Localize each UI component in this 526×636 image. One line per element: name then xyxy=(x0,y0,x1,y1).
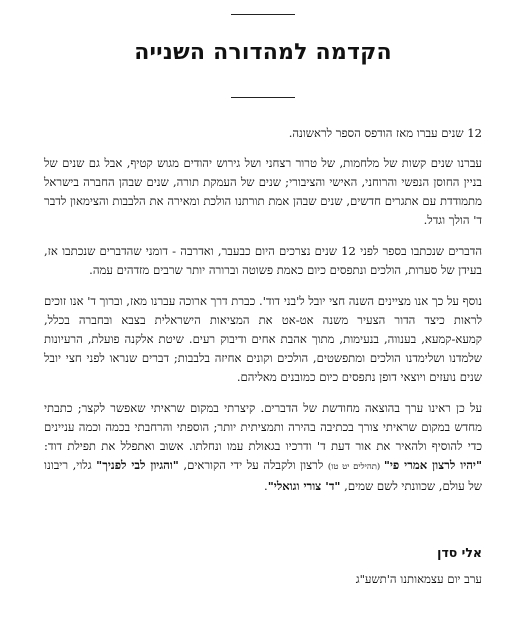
paragraph-3: הדברים שנכתבו בספר לפני 12 שנים נצרכים היום כבעבר, ואדרבה - דומני שהדברים שנכתבו אז, בעידן של סערות, הולכים ונתפסים כיום כאמת פשוטה וברורה יותר שרבים מזדהים עמה. xyxy=(44,244,482,277)
quote-2: "והגיון לבי לפניך" xyxy=(96,458,179,472)
top-divider xyxy=(231,14,295,15)
paragraph-5 xyxy=(44,399,482,496)
paragraph-5-text-a: על כן ראינו ערך בהוצאה מחודשת של הדברים. קיצרתי במקום שראיתי שאפשר לקצר; כתבתי מחדש במקום שראיתי צורך בכתיבה בהירה ותמציתית יותר; הוספתי והרחבתי בכמה וכמה עניינים כדי להוסיף ולהאיר את אור דעת ד' ודרכיו בגאולת עמו ונחלתו. אשוב ואתפלל את תפילת דוד: xyxy=(44,401,482,453)
paragraph-1: 12 שנים עברו מאז הודפס הספר לראשונה. xyxy=(288,126,482,140)
signature-name: אלי סדן xyxy=(437,545,482,560)
paragraph-5-text-d: לרצון ולקבלה על ידי הקוראים, xyxy=(178,458,328,472)
bottom-divider xyxy=(231,97,295,98)
paragraph-2: עברנו שנים קשות של מלחמות, של טרור רצחני ושל גירוש יהודים מגוש קטיף, אבל גם שנים של בניין החוסן הנפשי והרוחני, האישי והציבורי; שנים של העמקת תורה, שנים שבהן החברה בישראל מתמודדת עם אתגרים חדשים, שנים שבהן אמת תורתנו הולכת ומאירה את הלבבות והצימאון לדבר ד' הולך וגדל. xyxy=(44,156,482,227)
citation: (תהילים יט טו) xyxy=(327,462,384,472)
quote-1: "יהיו לרצון אמרי פי" xyxy=(383,458,482,472)
quote-3: "ד' צורי וגואלי" xyxy=(267,479,341,493)
signature-date: ערב יום עצמאותנו ה'תשע"ג xyxy=(355,572,482,586)
paragraph-5-text-f: גלוי, ריבונו של עולם, שכוונתי לשם שמים, xyxy=(44,458,482,493)
paragraph-5-text-h: . xyxy=(264,479,268,493)
page-title: הקדמה למהדורה השנייה xyxy=(134,40,392,65)
paragraph-4: נוסף על כך אנו מציינים השנה חצי יובל ל'בני דוד'. כברת דרך ארוכה עברנו מאז, וברוך ד' אנו זוכים לראות כיצד הדור הצעיר משנה אט-אט את המציאות הישראלית בצבא ובחברה בכלל, קמעא-קמעא, בענווה, בנעימות, מתוך אהבת אחים ודיבוק רעים. שיטת אלקנה פועלת, הרעיונות שלמדנו ושלימדנו הולכים ומתפשטים, הולכים וקונים אחיזה בלבבות; דברים שנראו לפני חצי יובל שנים נועזים ויוצאי דופן נתפסים כיום כמובנים מאליהם. xyxy=(44,294,482,384)
body-text xyxy=(44,124,482,508)
